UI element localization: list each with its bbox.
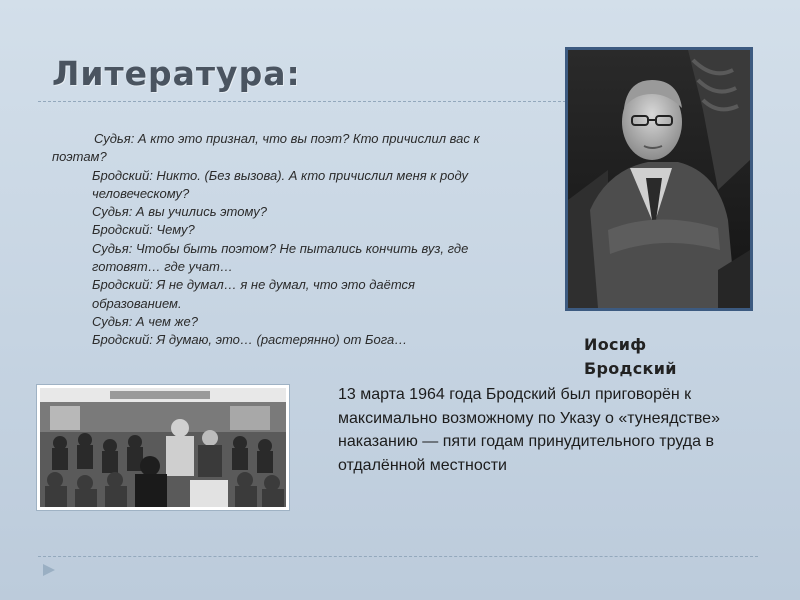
footer-divider [38, 556, 758, 557]
caption-last-name: Бродский [584, 359, 677, 378]
portrait-caption [584, 333, 677, 381]
dialogue-line: Судья: А чем же? [92, 313, 198, 329]
dialogue-line: Судья: А вы учились этому? [92, 204, 267, 220]
dialogue-line: Судья: А кто это признал, что вы поэт? Кто причислил вас к поэтам? [52, 131, 480, 165]
caption-first-name: Иосиф [584, 335, 647, 354]
slide-title: Литература: [52, 54, 301, 93]
dialogue-line: Бродский: Никто. (Без вызова). А кто причислил меня к роду человеческому? [92, 167, 469, 201]
verdict-text: 13 марта 1964 года Бродский был приговорён к максимально возможному по Указу о «тунеядстве» наказанию — пяти годам принудительного труда в отдалённой местности [338, 386, 720, 474]
trial-dialogue [52, 130, 492, 350]
dialogue-line: Судья: Чтобы быть поэтом? Не пытались кончить вуз, где готовят… где учат… [92, 240, 469, 275]
title-divider [38, 101, 566, 102]
courtroom-image [40, 388, 286, 507]
dialogue-line: Бродский: Я думаю, это… (растерянно) от Бога… [92, 332, 408, 348]
portrait-photo [565, 47, 753, 311]
dialogue-line: Бродский: Я не думал… я не думал, что это даётся образованием. [92, 277, 415, 311]
courtroom-photo [37, 385, 289, 510]
dialogue-line: Бродский: Чему? [92, 222, 195, 238]
triangle-right-icon[interactable] [40, 563, 58, 577]
portrait-image [568, 50, 750, 308]
